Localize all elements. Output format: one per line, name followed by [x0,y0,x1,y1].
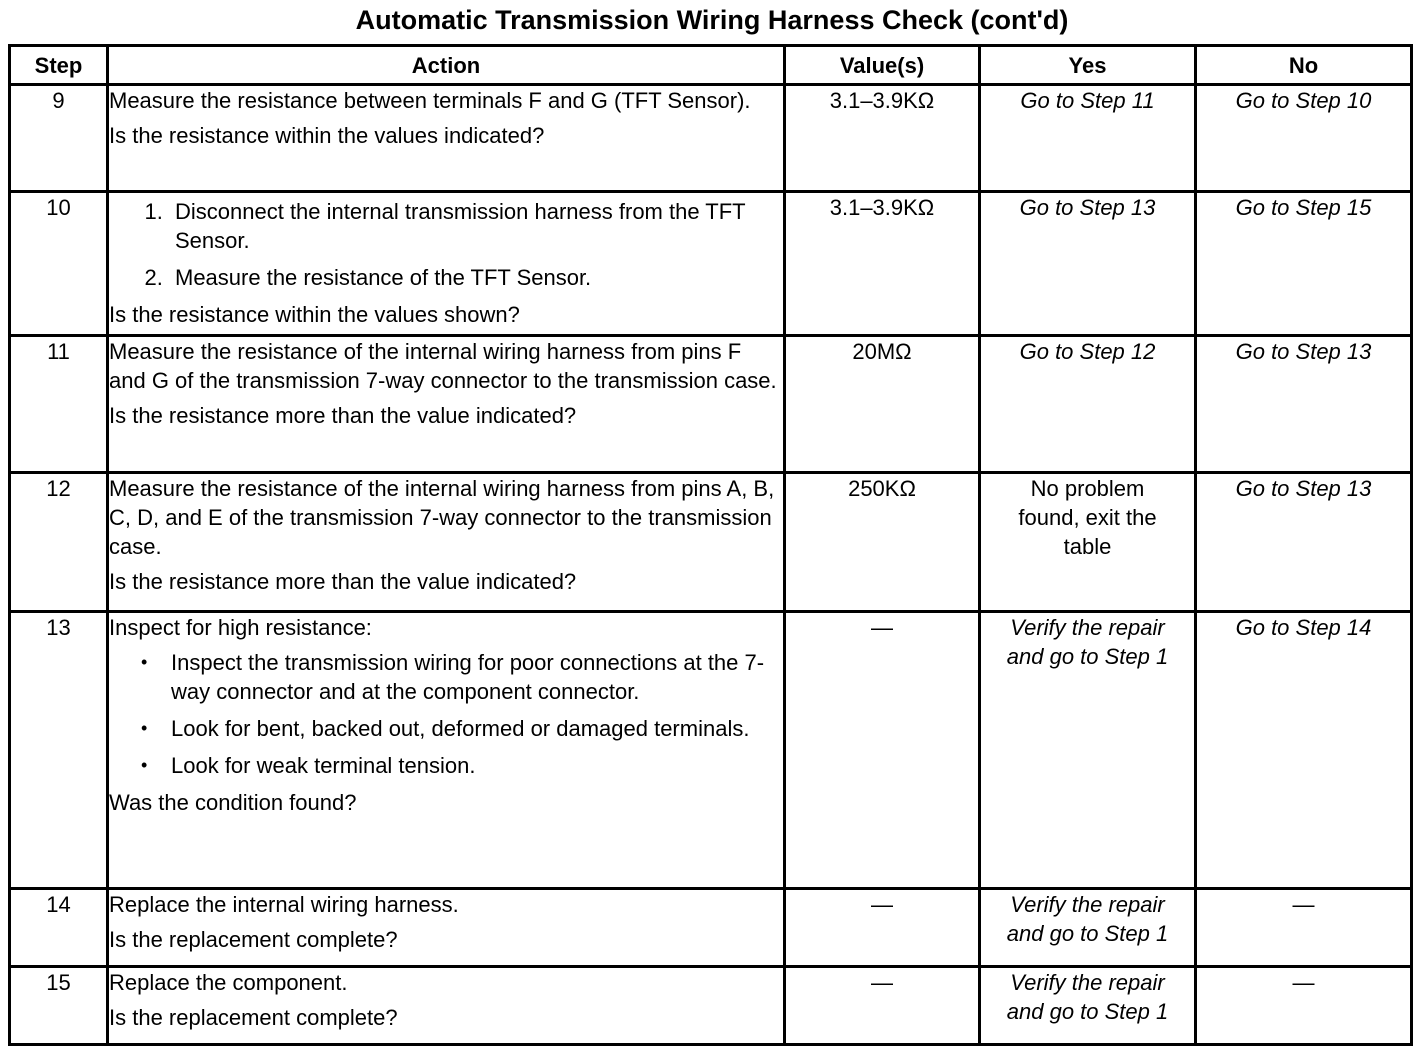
table-row [10,192,1412,336]
action-question: Is the resistance more than the value indicated? [109,403,577,428]
yes-cell: Verify the repair and go to Step 1 [980,967,1196,1045]
action-cell [108,612,785,889]
action-cell [108,967,785,1045]
no-cell: Go to Step 13 [1196,473,1412,612]
no-cell: Go to Step 15 [1196,192,1412,336]
step-number: 10 [10,192,108,336]
value-cell: — [785,967,980,1045]
value-cell: 3.1–3.9KΩ [785,85,980,192]
yes-cell: Verify the repair and go to Step 1 [980,889,1196,967]
step-number: 13 [10,612,108,889]
table-row [10,473,1412,612]
action-cell [108,473,785,612]
action-cell [108,192,785,336]
action-question: Is the resistance within the values shown? [109,302,520,327]
action-text: Measure the resistance of the internal wiring harness from pins F and G of the transmission 7-way connector to the transmission case. [109,339,777,393]
value-cell: — [785,889,980,967]
step-number: 9 [10,85,108,192]
action-text: Measure the resistance of the internal wiring harness from pins A, B, C, D, and E of the transmission 7-way connector to the transmission case. [109,476,775,559]
page-title: Automatic Transmission Wiring Harness Check (cont'd) [355,5,1069,35]
action-question: Is the resistance more than the value indicated? [109,569,577,594]
table-row [10,336,1412,473]
no-cell: — [1196,967,1412,1045]
no-cell: Go to Step 13 [1196,336,1412,473]
action-steps-list [109,197,783,292]
inspection-list [109,648,783,780]
action-cell [108,336,785,473]
diagnostic-table [8,44,1413,1046]
list-item: 1. Disconnect the internal transmission harness from the TFT Sensor. [169,197,783,255]
yes-cell: Go to Step 12 [980,336,1196,473]
action-question: Is the replacement complete? [109,1005,398,1030]
yes-cell: Go to Step 13 [980,192,1196,336]
list-item: 2. Measure the resistance of the TFT Sensor. [169,263,783,292]
yes-cell: Go to Step 11 [980,85,1196,192]
step-number: 15 [10,967,108,1045]
value-cell: 3.1–3.9KΩ [785,192,980,336]
action-cell [108,889,785,967]
value-cell: — [785,612,980,889]
table-row [10,889,1412,967]
action-question: Is the resistance within the values indicated? [109,123,545,148]
no-cell: — [1196,889,1412,967]
action-cell [108,85,785,192]
no-header: No [1196,46,1412,85]
step-number: 11 [10,336,108,473]
header-row [10,46,1412,85]
table-row [10,967,1412,1045]
action-text: Replace the internal wiring harness. [109,892,459,917]
action-text: Measure the resistance between terminals F and G (TFT Sensor). [109,88,751,113]
action-text: Inspect for high resistance: [109,615,372,640]
step-header: Step [10,46,108,85]
value-cell: 20MΩ [785,336,980,473]
action-question: Was the condition found? [109,790,357,815]
table-row [10,85,1412,192]
value-cell: 250KΩ [785,473,980,612]
action-text: Replace the component. [109,970,348,995]
no-cell: Go to Step 14 [1196,612,1412,889]
list-item: • Inspect the transmission wiring for poor connections at the 7-way connector and at the component connector. [171,648,783,706]
list-item: • Look for bent, backed out, deformed or damaged terminals. [171,714,783,743]
yes-cell: No problem found, exit the table [980,473,1196,612]
step-number: 12 [10,473,108,612]
table-row [10,612,1412,889]
action-question: Is the replacement complete? [109,927,398,952]
list-item: • Look for weak terminal tension. [171,751,783,780]
no-cell: Go to Step 10 [1196,85,1412,192]
yes-cell: Verify the repair and go to Step 1 [980,612,1196,889]
yes-header: Yes [980,46,1196,85]
step-number: 14 [10,889,108,967]
action-header: Action [108,46,785,85]
values-header: Value(s) [785,46,980,85]
